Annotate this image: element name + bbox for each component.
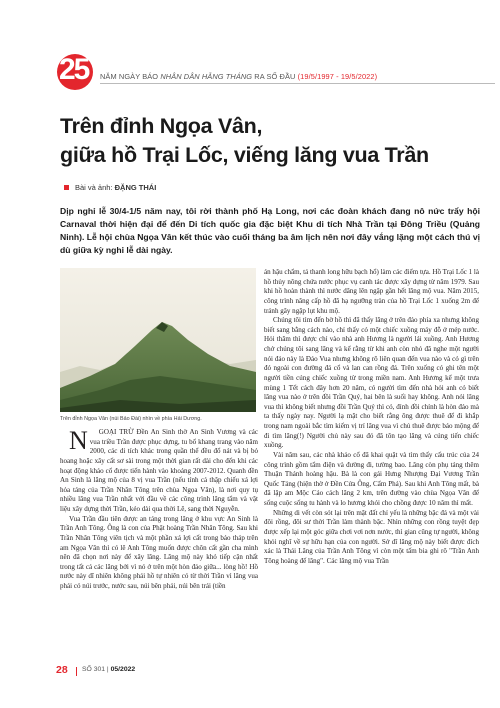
lead-in-smallcaps: GOẠI TRỪ (98, 428, 134, 436)
tagline-prefix: NĂM NGÀY BÁO (100, 72, 161, 81)
byline-bullet-icon (64, 185, 69, 190)
body-paragraph: Chúng tôi tìm đến bờ hồ thì đã thấy lăng ở trên đảo phía xa nhưng không biết sang bằng cách nào, chỉ thấy có một chiếc xuồng máy đỗ ở mép nước. Hỏi thăm thì được chỉ vào nhà anh Hương là người lái xuồng. Anh Hương chở chúng tôi sang lăng và kể rằng từ khi anh còn nhỏ đã nghe một người nói đảo này là Đảo Vua nhưng không rõ liên quan đến vua nào và có gì trên đó ngoài con đường đá cổ và lan can rồng đá. Trên xuống có ghi tên một người tiền cúng chiếc xuồng từ trong miền nam. Anh Hương kể một trưa mùng 1 Tết cách đây hơn 20 năm, có người tìm đến nhà hỏi anh có biết lăng vua nào ở trên đồi Trần Quý, hai bên là suối hay không. Anh nói lăng vua thì không biết nhưng đồi Trần Quý thì có, đỉnh đồi chính là hòn đảo mà ta thấy ngày nay. Người lạ mặt cho biết rằng ông được thuê để đi khắp trong nam ngoài bắc tìm kiếm vị trí lăng vua vì chủ thuê được báo mộng để đi tìm lăng(!) Người chủ này sau đó đã tôn tạo lăng và cúng tiến chiếc xuồng. (264, 316, 479, 450)
article-photo (60, 268, 256, 412)
body-paragraph: Vài năm sau, các nhà khảo cổ đã khai quật và tìm thấy cấu trúc của 24 công trình gồm tẩm điện và đường đi, tường bao. Lăng còn phụ táng thêm Thuận Thánh hoàng hậu. Bà là con gái Hưng Nhượng Đại Vương Trần Quốc Tảng (hiện thờ ở Đền Cửa Ông, Cẩm Phả). Sau khi Anh Tông mất, bà đã lập am Mộc Cảo cách lăng 2 km, trên đường vào chùa Ngọa Vân để sống cuộc sống tu hành và lo hương khói cho chồng được 10 năm thì mất. (264, 450, 479, 507)
body-column-left (60, 428, 258, 592)
page-footer (56, 664, 476, 680)
body-paragraph: Những di vết còn sót lại trên mặt đất chỉ yếu là những bậc đá và một vài đôi rồng, đôi sư thời Trần làm thành bậc. Nhìn những con rồng tuyệt đẹp được xếp lại một góc giữa chơi vơi nơn nước, thì gian cũng tự người, không khỏi nghĩ về sự hữu hạn của con người. Sở dĩ lăng mộ này biết được đích xác là Thái Lăng của Trần Anh Tông vì còn một tấm bia ghi rõ "Trần Anh Tông hoàng đế lăng". Các lăng mộ vua Trần (264, 508, 479, 565)
byline-label: Bài và ảnh: (75, 183, 115, 192)
article-lead: Dịp nghỉ lễ 30/4-1/5 năm nay, tôi rời thành phố Hạ Long, nơi các đoàn khách đang nô nức trẩy hội Carnaval thời hiện đại để đến Di tích quốc gia đặc biệt Khu di tích Nhà Trần tại Đông Triều (Quảng Ninh). Lễ hội chùa Ngọa Vân kết thúc vào cuối tháng ba âm lịch nên nơi đây vắng lặng một cách thú vị dù giữa kỳ nghỉ lễ dài ngày. (60, 206, 480, 255)
page-number: 28 (56, 664, 68, 676)
tagline-publication: NHÂN DÂN HẰNG THÁNG (160, 72, 253, 81)
body-text: Đền An Sinh thờ An Sinh Vương và các vua triều Trần được phục dựng, tu bổ khang trang vào năm 2000, các di tích khác trong quần thể đều đổ nát và bị bỏ hoang hoặc xây cất sơ sài trong một thời gian rất dài cho đến khi các hoạt động khảo cổ được tiến hành vào khoảng 2007-2012. Quanh đền An Sinh là lăng mộ của 8 vị vua Trần (nếu tính cả thập chiếu xá lợi hỏa táng của Trần Nhân Tông trên chùa Ngọa Vân), là nơi quy tụ nhiều lăng vua Trần nhất với đầu về các công trình lăng tẩm và vật liệu xây dựng thời Trần, kéo dài qua thời Lê, sang thời Nguyễn. (60, 428, 258, 513)
body-column-right (264, 268, 479, 566)
anniversary-logo (56, 52, 100, 92)
body-paragraph: án hậu chẩm, tả thanh long hữu bạch hổ) làm các điểm tựa. Hồ Trại Lốc 1 là hồ thủy nông chứa nước phục vụ canh tác được xây dựng từ năm 1979. Sau khi hồ hoàn thành thì nước dâng lên ngập gần hết lăng mộ vua. Năm 2015, công trình nâng cấp hồ đã hạ ngưỡng tràn của hồ Trại Lốc 1 xuống 2m để tránh gây ngập lụt khu mộ. (264, 268, 479, 315)
article-title (60, 112, 480, 170)
title-line-2: giữa hồ Trại Lốc, viếng lăng vua Trần (60, 143, 429, 167)
tagline-suffix: RA SỐ ĐẦU (252, 72, 298, 81)
anniversary-tagline (100, 72, 377, 81)
issue-info (82, 666, 135, 673)
anniversary-number: 25 (59, 53, 89, 86)
footer-divider (76, 667, 77, 676)
body-paragraph (60, 428, 258, 515)
title-line-1: Trên đỉnh Ngọa Vân, (60, 114, 263, 138)
header-divider (100, 83, 495, 84)
issue-date: 05/2022 (110, 666, 136, 673)
drop-cap: N (69, 426, 88, 455)
issue-label: SỐ 301 | (82, 666, 111, 673)
tagline-dates: (19/5/1997 - 19/5/2022) (297, 72, 378, 81)
byline-author: ĐẶNG THÁI (114, 183, 157, 192)
body-paragraph: Vua Trần đầu tiên được an táng trong lăng ở khu vực An Sinh là Trần Anh Tông. Ông là con của Phật hoàng Trần Nhân Tông. Sau khi Trần Nhân Tông viên tịch và một phần xá lợi cất trong bảo tháp trên am Ngọa Vân thì có lẽ Anh Tông muốn được chôn cất gần cha mình nên đã chọn nơi này để xây lăng. Lăng mộ này khó tiếp cận nhất trong tất cả các lăng bởi vì nó ở trên một hòn đảo giữa... lòng hồ! Hồ nước này dĩ nhiên không phải hồ tự nhiên có từ thời Trần vì lăng vua phải có núi trước, nước sau, núi bên phải, núi bên trái (tiền (60, 514, 258, 590)
anniversary-header (56, 52, 476, 92)
photo-caption: Trên đỉnh Ngọa Vân (núi Bảo Đài) nhìn về phía Hải Dương. (60, 416, 202, 422)
byline (64, 183, 156, 192)
